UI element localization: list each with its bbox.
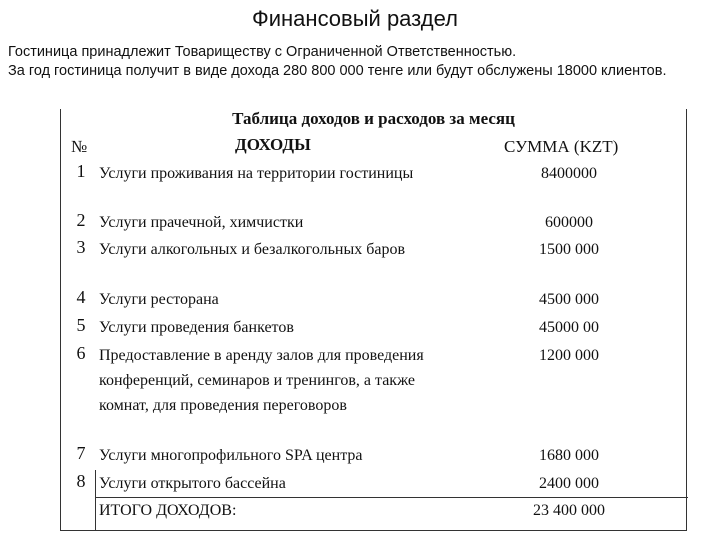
row-sum: 45000 00 xyxy=(539,319,599,336)
column-header-sum: СУММА (KZT) xyxy=(504,137,619,156)
row-sum: 2400 000 xyxy=(539,475,599,492)
row-sum: 600000 xyxy=(545,214,593,231)
intro-line-2: За год гостиница получит в виде дохода 280 800 000 тенге или будут обслужены 18000 клиентов. xyxy=(8,63,667,79)
row-number: 6 xyxy=(76,343,86,363)
table-total-row xyxy=(95,497,688,532)
total-value: 23 400 000 xyxy=(533,502,605,519)
intro-text xyxy=(8,43,704,81)
row-name: Услуги проведения банкетов xyxy=(99,319,294,336)
row-sum: 1500 000 xyxy=(539,241,599,258)
table-title: Таблица доходов и расходов за месяц xyxy=(232,109,515,128)
row-sum: 1200 000 xyxy=(539,347,599,364)
income-table xyxy=(60,109,687,531)
row-number: 4 xyxy=(76,287,86,307)
row-number: 5 xyxy=(76,315,86,335)
row-sum: 8400000 xyxy=(541,165,597,182)
row-number: 8 xyxy=(76,471,86,491)
table-header-row xyxy=(61,134,686,158)
row-number: 3 xyxy=(76,237,86,257)
row-name: Услуги многопрофильного SPA центра xyxy=(99,447,363,464)
page-title: Финансовый раздел xyxy=(252,6,458,31)
row-name: Предоставление в аренду залов для проведения конференций, семинаров и тренингов, а также комнат, для проведения переговоров xyxy=(99,347,424,414)
row-name: Услуги ресторана xyxy=(99,291,219,308)
row-name: Услуги алкогольных и безалкогольных баров xyxy=(99,241,405,258)
row-sum: 4500 000 xyxy=(539,291,599,308)
row-sum: 1680 000 xyxy=(539,447,599,464)
total-label: ИТОГО ДОХОДОВ: xyxy=(99,502,237,519)
row-number: 2 xyxy=(76,210,86,230)
row-name: Услуги проживания на территории гостиницы xyxy=(99,165,414,182)
row-name: Услуги прачечной, химчистки xyxy=(99,214,304,231)
column-header-income: ДОХОДЫ xyxy=(235,135,311,154)
row-number: 1 xyxy=(76,161,86,181)
intro-line-1: Гостиница принадлежит Товариществу с Ограниченной Ответственностью. xyxy=(8,44,517,60)
row-number: 7 xyxy=(76,443,86,463)
row-name: Услуги открытого бассейна xyxy=(99,475,286,492)
column-header-number: № xyxy=(71,137,88,156)
